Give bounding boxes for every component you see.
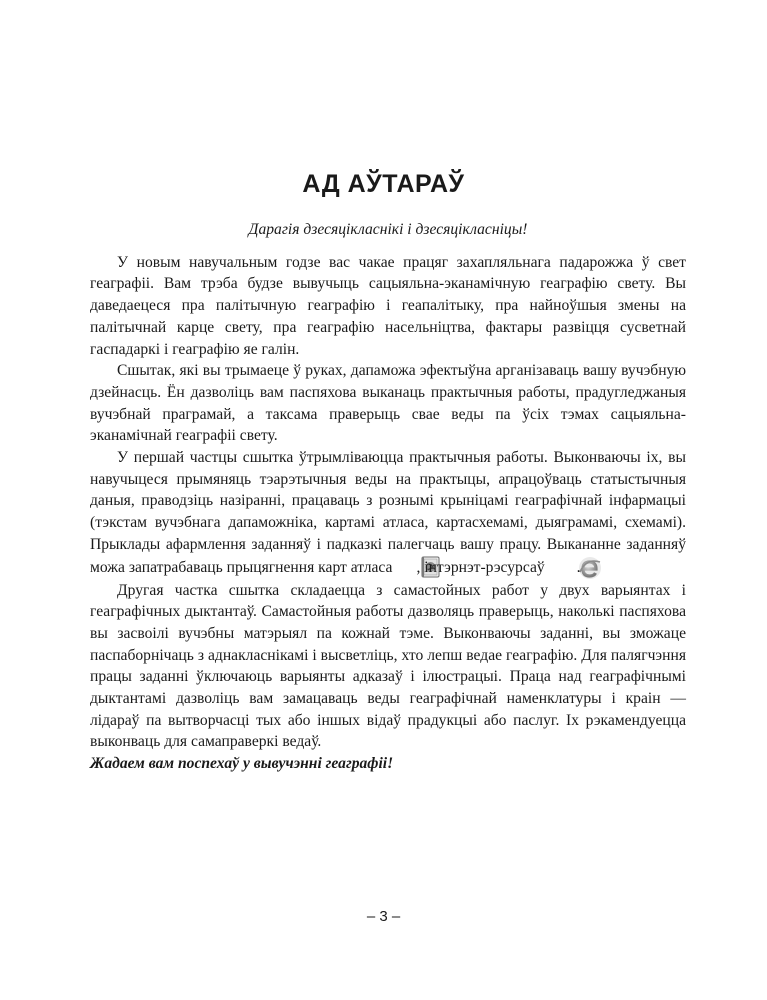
closing-text: Жадаем вам поспехаў у вывучэнні геаграфіі! [90, 755, 394, 773]
page-title: АД АЎТАРАЎ [302, 170, 465, 198]
atlas-label: атласа [350, 558, 393, 576]
paragraph-1: У новым навучальным годзе вас чакае працяг захапляльнага падарожжа ў свет геаграфіі. Вам трэба будзе вывучыць сацыяльна-эканамічную геаграфію свету. Вы даведаецеся пра палітычную геаграфію і геапалітыку, пра найноўшыя змены на палітычнай карце свету, пра геаграфію насельніцтва, фактары развіцця сусветнай гаспадаркі і геаграфію яе галін. [90, 253, 686, 358]
paragraph-3 [90, 447, 686, 580]
paragraph-3-end: . [576, 558, 581, 576]
preface-body [90, 219, 686, 775]
page-number: – 3 – [366, 908, 401, 925]
atlas-book-icon [394, 556, 414, 578]
paragraph-4: Другая частка сшытка складаецца з самастойных работ у двух варыянтах і геаграфічных дыктантаў. Самастойныя работы дазволяць праверыць, наколькі паспяхова вы засвоілі вучэбны матэрыял па кожнай тэме. Выконваючы заданні, вы зможаце паспаборнічаць з аднакласнікамі і высветліць, хто лепш ведае геаграфію. Для палягчэння працы заданні ўключаюць варыянты адказаў і ілюстрацыі. Праца над геаграфічнымі дыктантамі дазволіць вам замацаваць веды геаграфічнай наменклатуры і краін — лідараў па вытворчасці тых або іншых відаў прадукцыі або паслуг. Іх рэкамендуецца выконваць для самаправеркі ведаў. [90, 581, 686, 751]
greeting: Дарагія дзесяцікласнікі і дзесяцікласніцы! [248, 221, 528, 238]
closing-line [90, 753, 686, 775]
internet-label: інтэрнэт-рэсурсаў [424, 558, 545, 576]
separator: , [416, 558, 425, 576]
paragraph-3-text: У першай частцы сшытка ўтрымліваюцца практычныя работы. Выконваючы іх, вы навучыцеся прымяняць тэарэтычныя веды на практыцы, апрацоўваць статыстычныя даныя, праводзіць назіранні, працаваць з рознымі крыніцамі геаграфічнай інфармацыі (тэкстам вучэбнага дапаможніка, картамі атласа, картасхемамі, дыяграмамі, схемамі). Прыклады афармлення заданняў і падказкі палегчаць вашу працу. Выкананне заданняў можа запатрабаваць прыцягнення карт [90, 449, 686, 576]
paragraph-2: Сшытак, які вы трымаеце ў руках, дапаможа эфектыўна арганізаваць вашу вучэбную дзейнасць. Ён дазволіць вам паспяхова выканаць практычныя работы, прадугледжаныя вучэбнай праграмай, а таксама праверыць свае веды па ўсіх тэмах сацыяльна-эканамічнай геаграфіі свету. [90, 362, 686, 445]
internet-explorer-icon [551, 556, 575, 580]
